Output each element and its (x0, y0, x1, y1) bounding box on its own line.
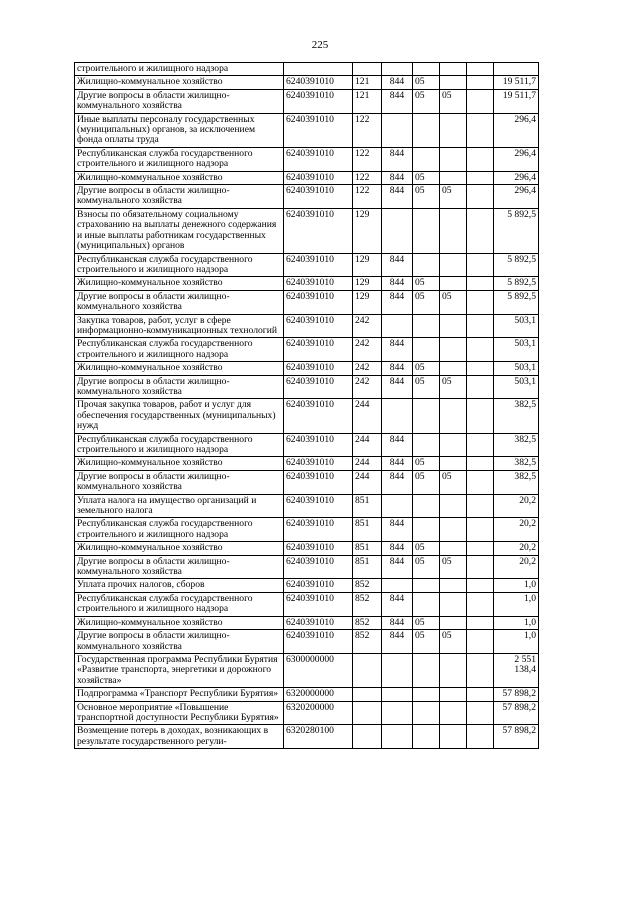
table-row (75, 630, 539, 654)
expense-type-cell: 122 (353, 185, 382, 209)
expense-type-cell: 122 (353, 171, 382, 184)
department-code-cell (382, 494, 413, 518)
subsection-code-cell (440, 113, 467, 147)
department-code-cell: 844 (382, 542, 413, 555)
subsection-code-cell (440, 147, 467, 171)
row-name-cell: Другие вопросы в области жилищно-коммунального хозяйства (75, 185, 284, 209)
target-code-cell: 6300000000 (284, 653, 353, 687)
subsection-code-cell (440, 616, 467, 629)
department-code-cell (382, 314, 413, 338)
amount-cell: 5 892,5 (494, 253, 539, 277)
department-code-cell (382, 63, 413, 76)
subsection-code-cell (440, 701, 467, 725)
section-code-cell: 05 (413, 76, 440, 89)
row-name-cell: Основное мероприятие «Повышение транспортной доступности Республики Бурятия» (75, 701, 284, 725)
blank-column-cell (467, 113, 494, 147)
expense-type-cell: 242 (353, 375, 382, 399)
table-row (75, 592, 539, 616)
row-name-cell: Другие вопросы в области жилищно-коммунального хозяйства (75, 89, 284, 113)
row-name-cell: Другие вопросы в области жилищно-коммунального хозяйства (75, 470, 284, 494)
subsection-code-cell: 05 (440, 555, 467, 579)
department-code-cell: 844 (382, 290, 413, 314)
expense-type-cell: 242 (353, 338, 382, 362)
table-row (75, 457, 539, 470)
expense-type-cell: 851 (353, 494, 382, 518)
table-row (75, 277, 539, 290)
blank-column-cell (467, 277, 494, 290)
table-row (75, 494, 539, 518)
table-row (75, 518, 539, 542)
target-code-cell (284, 63, 353, 76)
table-row (75, 399, 539, 433)
blank-column-cell (467, 362, 494, 375)
subsection-code-cell (440, 725, 467, 749)
row-name-cell: Республиканская служба государственного строительного и жилищного надзора (75, 253, 284, 277)
blank-column-cell (467, 208, 494, 253)
blank-column-cell (467, 457, 494, 470)
department-code-cell: 844 (382, 592, 413, 616)
blank-column-cell (467, 592, 494, 616)
blank-column-cell (467, 185, 494, 209)
section-code-cell (413, 253, 440, 277)
expense-type-cell: 121 (353, 76, 382, 89)
budget-table (74, 62, 539, 749)
target-code-cell: 6240391010 (284, 290, 353, 314)
budget-table-body (75, 63, 539, 749)
blank-column-cell (467, 147, 494, 171)
target-code-cell: 6240391010 (284, 208, 353, 253)
target-code-cell: 6240391010 (284, 470, 353, 494)
amount-cell: 503,1 (494, 338, 539, 362)
department-code-cell: 844 (382, 147, 413, 171)
section-code-cell (413, 592, 440, 616)
section-code-cell: 05 (413, 616, 440, 629)
section-code-cell (413, 63, 440, 76)
expense-type-cell: 852 (353, 616, 382, 629)
section-code-cell (413, 147, 440, 171)
amount-cell: 1,0 (494, 616, 539, 629)
section-code-cell (413, 701, 440, 725)
department-code-cell (382, 113, 413, 147)
blank-column-cell (467, 653, 494, 687)
table-row (75, 113, 539, 147)
section-code-cell (413, 314, 440, 338)
table-row (75, 555, 539, 579)
target-code-cell: 6240391010 (284, 76, 353, 89)
expense-type-cell (353, 725, 382, 749)
target-code-cell: 6240391010 (284, 362, 353, 375)
section-code-cell: 05 (413, 185, 440, 209)
section-code-cell: 05 (413, 542, 440, 555)
blank-column-cell (467, 63, 494, 76)
target-code-cell: 6240391010 (284, 338, 353, 362)
table-row (75, 253, 539, 277)
subsection-code-cell: 05 (440, 89, 467, 113)
table-row (75, 362, 539, 375)
amount-cell: 20,2 (494, 494, 539, 518)
blank-column-cell (467, 290, 494, 314)
blank-column-cell (467, 375, 494, 399)
subsection-code-cell: 05 (440, 375, 467, 399)
table-row (75, 375, 539, 399)
expense-type-cell: 851 (353, 518, 382, 542)
row-name-cell: Другие вопросы в области жилищно-коммунального хозяйства (75, 555, 284, 579)
subsection-code-cell (440, 76, 467, 89)
subsection-code-cell: 05 (440, 290, 467, 314)
amount-cell (494, 63, 539, 76)
row-name-cell: Республиканская служба государственного строительного и жилищного надзора (75, 592, 284, 616)
amount-cell: 296,4 (494, 113, 539, 147)
blank-column-cell (467, 518, 494, 542)
blank-column-cell (467, 89, 494, 113)
row-name-cell: Другие вопросы в области жилищно-коммунального хозяйства (75, 375, 284, 399)
section-code-cell: 05 (413, 290, 440, 314)
section-code-cell (413, 688, 440, 701)
expense-type-cell: 852 (353, 579, 382, 592)
expense-type-cell: 129 (353, 208, 382, 253)
expense-type-cell: 244 (353, 399, 382, 433)
section-code-cell (413, 399, 440, 433)
amount-cell: 20,2 (494, 518, 539, 542)
target-code-cell: 6240391010 (284, 253, 353, 277)
expense-type-cell: 852 (353, 592, 382, 616)
table-row (75, 470, 539, 494)
section-code-cell: 05 (413, 277, 440, 290)
row-name-cell: Иные выплаты персоналу государственных (муниципальных) органов, за исключением фонда оплаты труда (75, 113, 284, 147)
amount-cell: 296,4 (494, 147, 539, 171)
table-row (75, 616, 539, 629)
section-code-cell (413, 338, 440, 362)
row-name-cell: Государственная программа Республики Бурятия «Развитие транспорта, энергетики и дорожного хозяйства» (75, 653, 284, 687)
target-code-cell: 6240391010 (284, 616, 353, 629)
table-row (75, 542, 539, 555)
blank-column-cell (467, 555, 494, 579)
row-name-cell: Другие вопросы в области жилищно-коммунального хозяйства (75, 630, 284, 654)
target-code-cell: 6240391010 (284, 579, 353, 592)
target-code-cell: 6320280100 (284, 725, 353, 749)
amount-cell: 57 898,2 (494, 725, 539, 749)
blank-column-cell (467, 542, 494, 555)
department-code-cell (382, 725, 413, 749)
table-row (75, 185, 539, 209)
department-code-cell: 844 (382, 555, 413, 579)
section-code-cell: 05 (413, 89, 440, 113)
department-code-cell: 844 (382, 362, 413, 375)
blank-column-cell (467, 579, 494, 592)
row-name-cell: Жилищно-коммунальное хозяйство (75, 457, 284, 470)
subsection-code-cell (440, 579, 467, 592)
page-number: 225 (311, 39, 329, 51)
department-code-cell (382, 701, 413, 725)
subsection-code-cell (440, 63, 467, 76)
table-row (75, 579, 539, 592)
expense-type-cell: 851 (353, 542, 382, 555)
section-code-cell (413, 579, 440, 592)
expense-type-cell: 129 (353, 253, 382, 277)
department-code-cell: 844 (382, 185, 413, 209)
row-name-cell: Республиканская служба государственного строительного и жилищного надзора (75, 147, 284, 171)
row-name-cell: строительного и жилищного надзора (75, 63, 284, 76)
department-code-cell: 844 (382, 616, 413, 629)
amount-cell: 382,5 (494, 470, 539, 494)
row-name-cell: Подпрограмма «Транспорт Республики Бурятия» (75, 688, 284, 701)
section-code-cell: 05 (413, 470, 440, 494)
target-code-cell: 6240391010 (284, 375, 353, 399)
amount-cell: 296,4 (494, 171, 539, 184)
row-name-cell: Уплата налога на имущество организаций и земельного налога (75, 494, 284, 518)
section-code-cell (413, 725, 440, 749)
section-code-cell (413, 208, 440, 253)
section-code-cell: 05 (413, 457, 440, 470)
expense-type-cell: 852 (353, 630, 382, 654)
target-code-cell: 6240391010 (284, 399, 353, 433)
amount-cell: 503,1 (494, 314, 539, 338)
expense-type-cell: 122 (353, 113, 382, 147)
target-code-cell: 6320200000 (284, 701, 353, 725)
expense-type-cell: 122 (353, 147, 382, 171)
department-code-cell: 844 (382, 253, 413, 277)
blank-column-cell (467, 725, 494, 749)
amount-cell: 57 898,2 (494, 701, 539, 725)
table-row (75, 314, 539, 338)
subsection-code-cell (440, 688, 467, 701)
department-code-cell: 844 (382, 89, 413, 113)
department-code-cell: 844 (382, 457, 413, 470)
section-code-cell: 05 (413, 171, 440, 184)
blank-column-cell (467, 433, 494, 457)
row-name-cell: Жилищно-коммунальное хозяйство (75, 76, 284, 89)
row-name-cell: Уплата прочих налогов, сборов (75, 579, 284, 592)
target-code-cell: 6240391010 (284, 457, 353, 470)
row-name-cell: Жилищно-коммунальное хозяйство (75, 616, 284, 629)
section-code-cell (413, 494, 440, 518)
department-code-cell (382, 688, 413, 701)
blank-column-cell (467, 171, 494, 184)
table-row (75, 725, 539, 749)
subsection-code-cell (440, 494, 467, 518)
subsection-code-cell: 05 (440, 470, 467, 494)
section-code-cell (413, 518, 440, 542)
row-name-cell: Жилищно-коммунальное хозяйство (75, 362, 284, 375)
row-name-cell: Жилищно-коммунальное хозяйство (75, 542, 284, 555)
amount-cell: 1,0 (494, 579, 539, 592)
department-code-cell: 844 (382, 470, 413, 494)
table-row (75, 171, 539, 184)
department-code-cell (382, 399, 413, 433)
subsection-code-cell: 05 (440, 630, 467, 654)
row-name-cell: Взносы по обязательному социальному страхованию на выплаты денежного содержания и иные выплаты работникам государственных (муниципальных) органов (75, 208, 284, 253)
amount-cell: 503,1 (494, 362, 539, 375)
amount-cell: 2 551 138,4 (494, 653, 539, 687)
target-code-cell: 6240391010 (284, 494, 353, 518)
section-code-cell: 05 (413, 555, 440, 579)
table-row (75, 688, 539, 701)
amount-cell: 1,0 (494, 630, 539, 654)
section-code-cell (413, 433, 440, 457)
target-code-cell: 6240391010 (284, 518, 353, 542)
blank-column-cell (467, 399, 494, 433)
amount-cell: 20,2 (494, 555, 539, 579)
subsection-code-cell (440, 338, 467, 362)
subsection-code-cell (440, 653, 467, 687)
subsection-code-cell (440, 208, 467, 253)
table-row (75, 701, 539, 725)
target-code-cell: 6240391010 (284, 277, 353, 290)
section-code-cell: 05 (413, 630, 440, 654)
table-row (75, 433, 539, 457)
row-name-cell: Республиканская служба государственного строительного и жилищного надзора (75, 338, 284, 362)
department-code-cell (382, 208, 413, 253)
amount-cell: 296,4 (494, 185, 539, 209)
target-code-cell: 6240391010 (284, 113, 353, 147)
amount-cell: 19 511,7 (494, 89, 539, 113)
expense-type-cell: 121 (353, 89, 382, 113)
table-row (75, 147, 539, 171)
table-row (75, 653, 539, 687)
section-code-cell: 05 (413, 362, 440, 375)
expense-type-cell: 129 (353, 290, 382, 314)
row-name-cell: Прочая закупка товаров, работ и услуг для обеспечения государственных (муниципальных) нужд (75, 399, 284, 433)
department-code-cell: 844 (382, 630, 413, 654)
row-name-cell: Закупка товаров, работ, услуг в сфере информационно-коммуникационных технологий (75, 314, 284, 338)
row-name-cell: Другие вопросы в области жилищно-коммунального хозяйства (75, 290, 284, 314)
blank-column-cell (467, 314, 494, 338)
subsection-code-cell (440, 399, 467, 433)
department-code-cell (382, 579, 413, 592)
row-name-cell: Жилищно-коммунальное хозяйство (75, 277, 284, 290)
expense-type-cell: 242 (353, 314, 382, 338)
target-code-cell: 6240391010 (284, 433, 353, 457)
amount-cell: 5 892,5 (494, 290, 539, 314)
expense-type-cell: 851 (353, 555, 382, 579)
expense-type-cell: 244 (353, 457, 382, 470)
target-code-cell: 6240391010 (284, 171, 353, 184)
department-code-cell: 844 (382, 76, 413, 89)
amount-cell: 382,5 (494, 457, 539, 470)
expense-type-cell: 244 (353, 470, 382, 494)
target-code-cell: 6320000000 (284, 688, 353, 701)
row-name-cell: Возмещение потерь в доходах, возникающих в результате государственного регули- (75, 725, 284, 749)
amount-cell: 57 898,2 (494, 688, 539, 701)
amount-cell: 20,2 (494, 542, 539, 555)
subsection-code-cell: 05 (440, 185, 467, 209)
subsection-code-cell (440, 518, 467, 542)
amount-cell: 1,0 (494, 592, 539, 616)
section-code-cell (413, 653, 440, 687)
table-row (75, 290, 539, 314)
table-row (75, 76, 539, 89)
subsection-code-cell (440, 253, 467, 277)
department-code-cell: 844 (382, 518, 413, 542)
target-code-cell: 6240391010 (284, 592, 353, 616)
amount-cell: 382,5 (494, 399, 539, 433)
expense-type-cell: 129 (353, 277, 382, 290)
blank-column-cell (467, 630, 494, 654)
table-row (75, 89, 539, 113)
amount-cell: 503,1 (494, 375, 539, 399)
department-code-cell: 844 (382, 375, 413, 399)
subsection-code-cell (440, 433, 467, 457)
target-code-cell: 6240391010 (284, 89, 353, 113)
blank-column-cell (467, 616, 494, 629)
amount-cell: 19 511,7 (494, 76, 539, 89)
subsection-code-cell (440, 277, 467, 290)
row-name-cell: Республиканская служба государственного строительного и жилищного надзора (75, 433, 284, 457)
subsection-code-cell (440, 457, 467, 470)
blank-column-cell (467, 253, 494, 277)
target-code-cell: 6240391010 (284, 147, 353, 171)
table-row (75, 338, 539, 362)
blank-column-cell (467, 470, 494, 494)
subsection-code-cell (440, 362, 467, 375)
target-code-cell: 6240391010 (284, 185, 353, 209)
subsection-code-cell (440, 542, 467, 555)
department-code-cell: 844 (382, 171, 413, 184)
target-code-cell: 6240391010 (284, 630, 353, 654)
department-code-cell: 844 (382, 338, 413, 362)
amount-cell: 5 892,5 (494, 208, 539, 253)
section-code-cell: 05 (413, 375, 440, 399)
expense-type-cell (353, 63, 382, 76)
expense-type-cell: 242 (353, 362, 382, 375)
row-name-cell: Жилищно-коммунальное хозяйство (75, 171, 284, 184)
subsection-code-cell (440, 314, 467, 338)
expense-type-cell (353, 701, 382, 725)
section-code-cell (413, 113, 440, 147)
blank-column-cell (467, 701, 494, 725)
department-code-cell: 844 (382, 433, 413, 457)
blank-column-cell (467, 338, 494, 362)
subsection-code-cell (440, 171, 467, 184)
table-row (75, 63, 539, 76)
department-code-cell: 844 (382, 277, 413, 290)
target-code-cell: 6240391010 (284, 555, 353, 579)
blank-column-cell (467, 494, 494, 518)
blank-column-cell (467, 76, 494, 89)
amount-cell: 382,5 (494, 433, 539, 457)
row-name-cell: Республиканская служба государственного строительного и жилищного надзора (75, 518, 284, 542)
expense-type-cell (353, 653, 382, 687)
subsection-code-cell (440, 592, 467, 616)
blank-column-cell (467, 688, 494, 701)
expense-type-cell: 244 (353, 433, 382, 457)
department-code-cell (382, 653, 413, 687)
target-code-cell: 6240391010 (284, 314, 353, 338)
expense-type-cell (353, 688, 382, 701)
amount-cell: 5 892,5 (494, 277, 539, 290)
table-row (75, 208, 539, 253)
target-code-cell: 6240391010 (284, 542, 353, 555)
